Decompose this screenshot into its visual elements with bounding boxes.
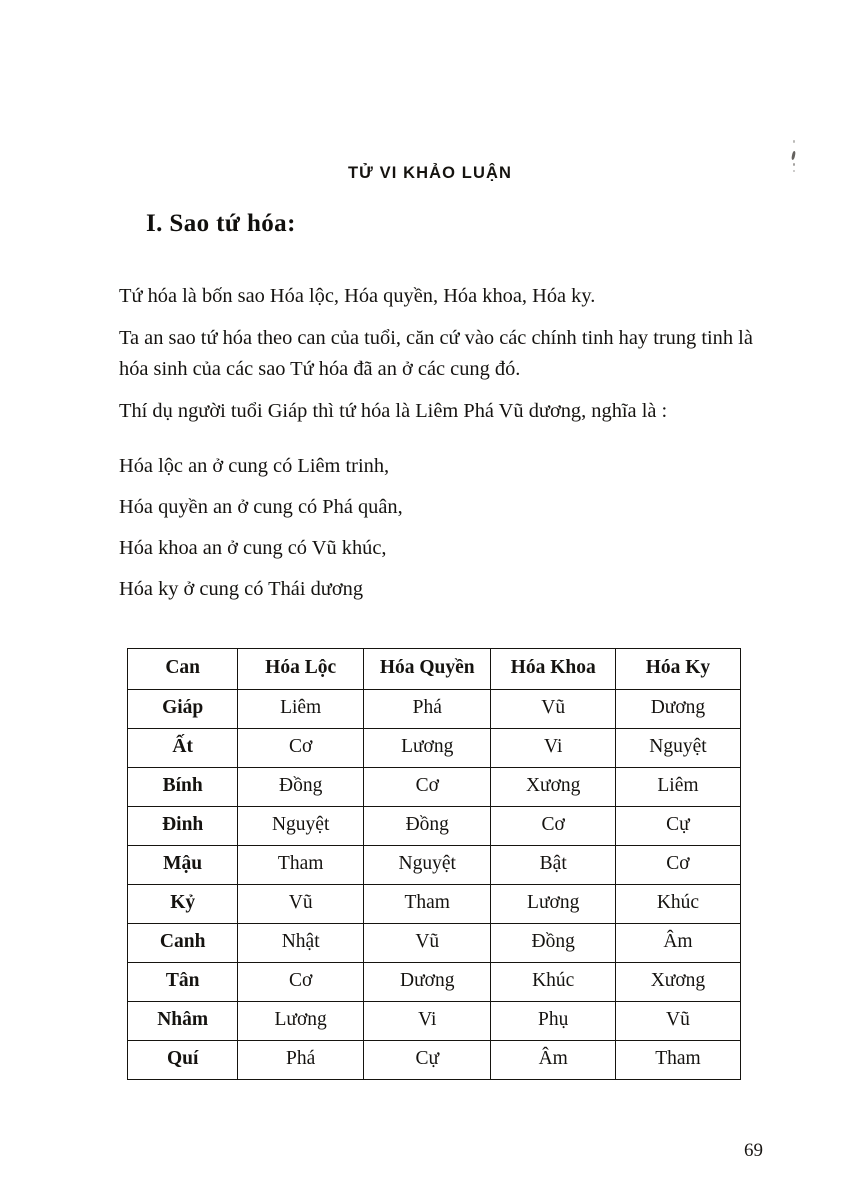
table-cell: Vi xyxy=(491,729,615,768)
table-cell: Dương xyxy=(615,690,740,729)
page-number: 69 xyxy=(744,1140,763,1161)
table-cell: Cự xyxy=(615,807,740,846)
column-header-hoa-loc: Hóa Lộc xyxy=(238,649,364,690)
table-cell: Dương xyxy=(363,963,491,1002)
table-row xyxy=(128,885,741,924)
table-cell: Nguyệt xyxy=(238,807,364,846)
table-cell: Cơ xyxy=(363,768,491,807)
cell-can: Mậu xyxy=(128,846,238,885)
paragraph: Thí dụ người tuổi Giáp thì tứ hóa là Liêm Phá Vũ dương, nghĩa là : xyxy=(119,400,668,422)
table-cell: Đồng xyxy=(238,768,364,807)
table-cell: Cơ xyxy=(238,963,364,1002)
table-cell: Đồng xyxy=(491,924,615,963)
table-cell: Tham xyxy=(615,1041,740,1080)
table-cell: Âm xyxy=(615,924,740,963)
table-cell: Khúc xyxy=(491,963,615,1002)
table-cell: Xương xyxy=(491,768,615,807)
table-cell: Vũ xyxy=(491,690,615,729)
table-cell: Vi xyxy=(363,1002,491,1041)
table-cell: Bật xyxy=(491,846,615,885)
table-cell: Lương xyxy=(491,885,615,924)
cell-can: Tân xyxy=(128,963,238,1002)
cell-can: Canh xyxy=(128,924,238,963)
list-item: Hóa khoa an ở cung có Vũ khúc, xyxy=(119,537,387,559)
table-cell: Tham xyxy=(363,885,491,924)
table-cell: Phá xyxy=(363,690,491,729)
table-cell: Lương xyxy=(238,1002,364,1041)
table-cell: Vũ xyxy=(238,885,364,924)
list-item: Hóa lộc an ở cung có Liêm trinh, xyxy=(119,455,390,477)
table-cell: Âm xyxy=(491,1041,615,1080)
table-cell: Liêm xyxy=(615,768,740,807)
table-cell: Nguyệt xyxy=(363,846,491,885)
cell-can: Ất xyxy=(128,729,238,768)
table-cell: Vũ xyxy=(615,1002,740,1041)
list-item: Hóa ky ở cung có Thái dương xyxy=(119,578,364,600)
table-cell: Vũ xyxy=(363,924,491,963)
hoa-list xyxy=(119,441,759,605)
table-cell: Cơ xyxy=(238,729,364,768)
table-row xyxy=(128,963,741,1002)
column-header-hoa-khoa: Hóa Khoa xyxy=(491,649,615,690)
table-cell: Cơ xyxy=(491,807,615,846)
cell-can: Giáp xyxy=(128,690,238,729)
table-cell: Nhật xyxy=(238,924,364,963)
column-header-hoa-quyen: Hóa Quyền xyxy=(363,649,491,690)
table-cell: Xương xyxy=(615,963,740,1002)
list-item: Hóa quyền an ở cung có Phá quân, xyxy=(119,496,403,518)
table-cell: Nguyệt xyxy=(615,729,740,768)
table-cell: Khúc xyxy=(615,885,740,924)
column-header-can: Can xyxy=(128,649,238,690)
table-cell: Phá xyxy=(238,1041,364,1080)
table-row xyxy=(128,846,741,885)
table-row xyxy=(128,1041,741,1080)
tu-hoa-table-container xyxy=(127,648,741,1080)
section-heading: I. Sao tứ hóa: xyxy=(146,210,296,237)
table-row xyxy=(128,690,741,729)
table-row xyxy=(128,729,741,768)
table-row xyxy=(128,1002,741,1041)
table-body xyxy=(128,690,741,1080)
table-row xyxy=(128,768,741,807)
table-cell: Cơ xyxy=(615,846,740,885)
table-cell: Tham xyxy=(238,846,364,885)
column-header-hoa-ky: Hóa Ky xyxy=(615,649,740,690)
running-head: TỬ VI KHẢO LUẬN xyxy=(347,164,513,182)
paragraph: Ta an sao tứ hóa theo can của tuổi, căn cứ vào các chính tinh hay trung tinh là hóa sinh của các sao Tứ hóa đã an ở các cung đó. xyxy=(119,327,753,380)
table-row xyxy=(128,924,741,963)
body-text-block xyxy=(119,281,759,605)
table-row xyxy=(128,807,741,846)
tu-hoa-table xyxy=(127,648,741,1080)
cell-can: Đinh xyxy=(128,807,238,846)
paragraph: Tứ hóa là bốn sao Hóa lộc, Hóa quyền, Hóa khoa, Hóa ky. xyxy=(119,285,596,307)
table-cell: Liêm xyxy=(238,690,364,729)
cell-can: Nhâm xyxy=(128,1002,238,1041)
cell-can: Quí xyxy=(128,1041,238,1080)
cell-can: Kỷ xyxy=(128,885,238,924)
scan-artifact-speck xyxy=(791,140,798,174)
table-cell: Cự xyxy=(363,1041,491,1080)
table-cell: Đồng xyxy=(363,807,491,846)
table-cell: Phụ xyxy=(491,1002,615,1041)
cell-can: Bính xyxy=(128,768,238,807)
table-header-row xyxy=(128,649,741,690)
table-cell: Lương xyxy=(363,729,491,768)
